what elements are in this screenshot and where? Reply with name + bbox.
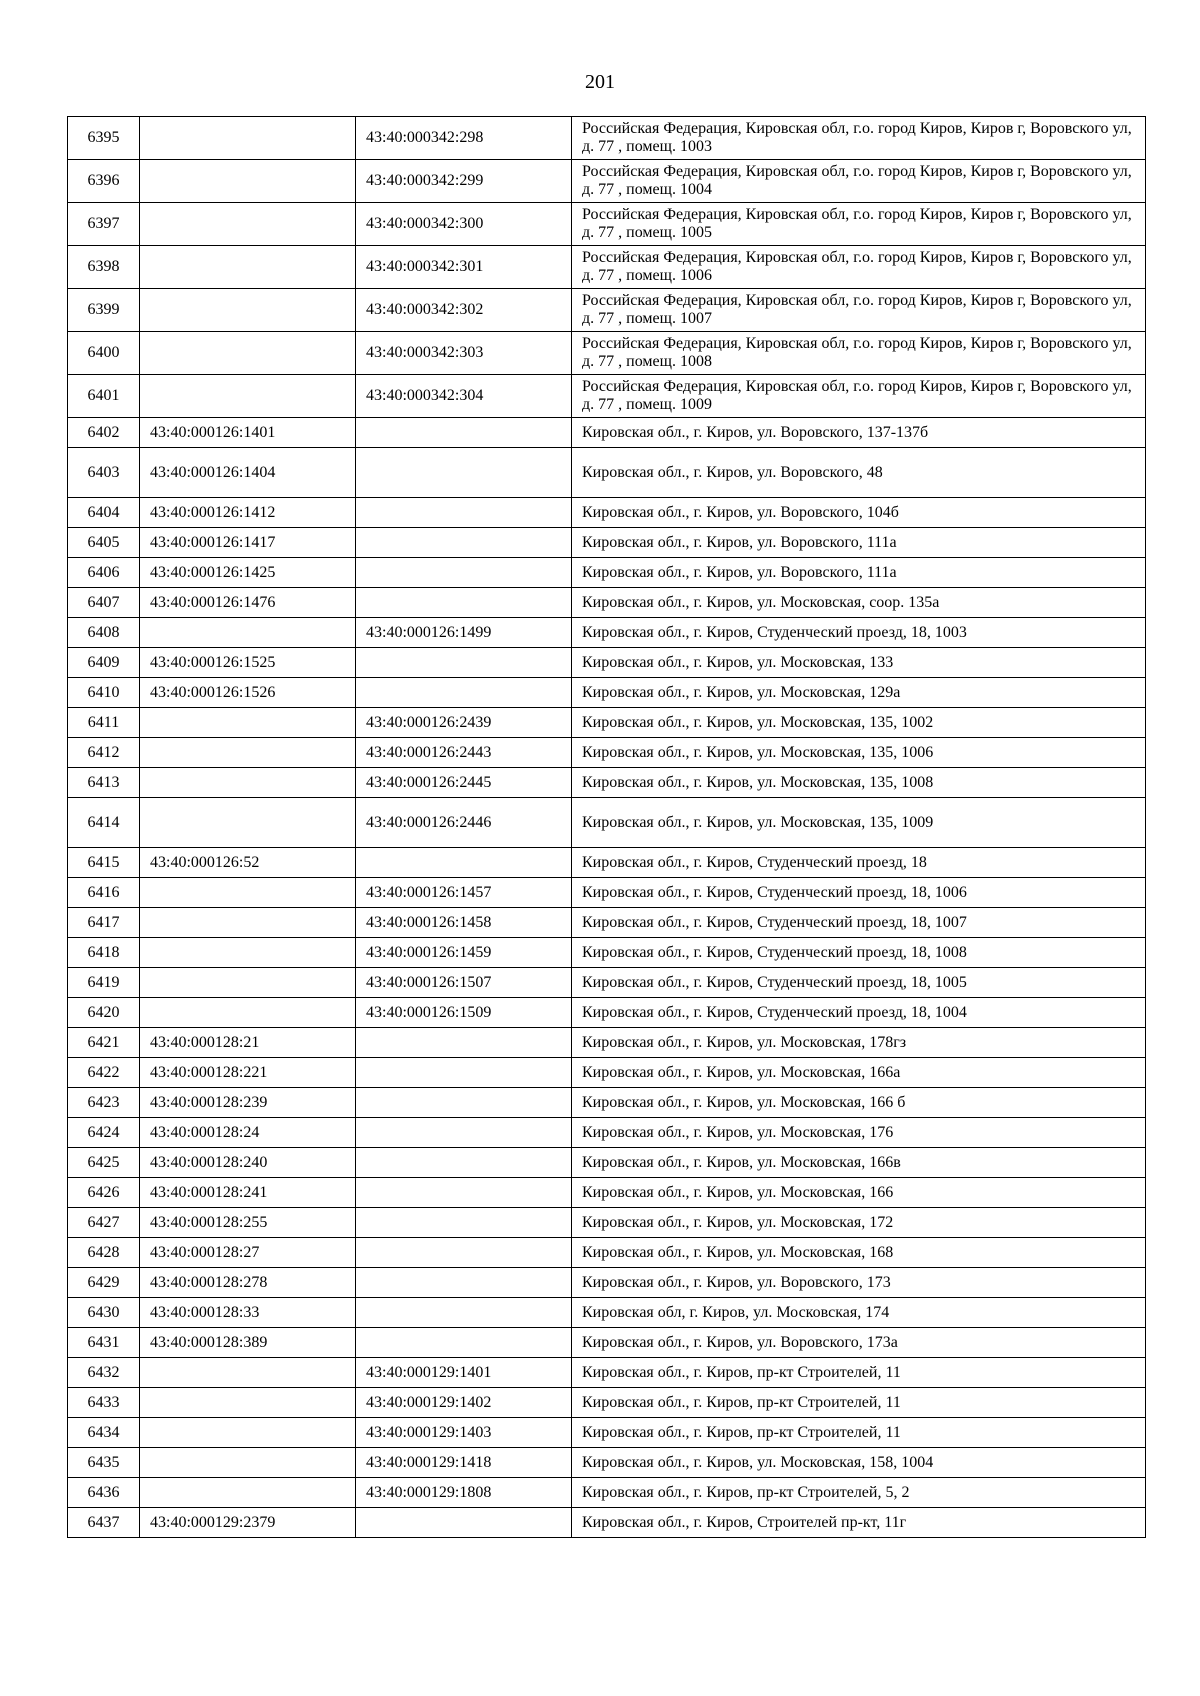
table-row <box>68 678 1146 708</box>
table-row <box>68 1058 1146 1088</box>
row-number-cell: 6428 <box>68 1238 140 1268</box>
cadastral-number-cell: 43:40:000126:1457 <box>356 878 572 908</box>
cadastral-number-cell: 43:40:000128:33 <box>140 1298 356 1328</box>
address-cell: Кировская обл., г. Киров, Студенческий проезд, 18, 1006 <box>572 878 1146 908</box>
cadastral-number-cell <box>356 1508 572 1538</box>
cadastral-number-cell <box>140 1358 356 1388</box>
cadastral-number-cell: 43:40:000126:2446 <box>356 798 572 848</box>
table-row <box>68 878 1146 908</box>
cadastral-number-cell <box>356 498 572 528</box>
address-cell: Российская Федерация, Кировская обл, г.о. город Киров, Киров г, Воровского ул, д. 77 , помещ. 1005 <box>572 203 1146 246</box>
row-number-cell: 6427 <box>68 1208 140 1238</box>
row-number-cell: 6420 <box>68 998 140 1028</box>
table-row <box>68 768 1146 798</box>
row-number-cell: 6424 <box>68 1118 140 1148</box>
cadastral-number-cell: 43:40:000126:1401 <box>140 418 356 448</box>
table-row <box>68 375 1146 418</box>
table-row <box>68 1448 1146 1478</box>
cadastral-number-cell <box>356 648 572 678</box>
address-cell: Кировская обл., г. Киров, ул. Московская, соор. 135а <box>572 588 1146 618</box>
address-cell: Кировская обл., г. Киров, ул. Московская, 178гз <box>572 1028 1146 1058</box>
cadastral-number-cell <box>140 938 356 968</box>
cadastral-number-cell: 43:40:000129:2379 <box>140 1508 356 1538</box>
cadastral-number-cell: 43:40:000126:2445 <box>356 768 572 798</box>
cadastral-number-cell: 43:40:000128:239 <box>140 1088 356 1118</box>
row-number-cell: 6434 <box>68 1418 140 1448</box>
cadastral-number-cell <box>356 588 572 618</box>
address-cell: Кировская обл., г. Киров, ул. Московская, 158, 1004 <box>572 1448 1146 1478</box>
address-cell: Кировская обл., г. Киров, Студенческий проезд, 18, 1008 <box>572 938 1146 968</box>
table-row <box>68 1388 1146 1418</box>
cadastral-number-cell: 43:40:000128:389 <box>140 1328 356 1358</box>
cadastral-number-cell <box>140 908 356 938</box>
row-number-cell: 6403 <box>68 448 140 498</box>
row-number-cell: 6437 <box>68 1508 140 1538</box>
cadastral-number-cell: 43:40:000126:2443 <box>356 738 572 768</box>
cadastral-number-cell: 43:40:000128:241 <box>140 1178 356 1208</box>
address-cell: Кировская обл., г. Киров, ул. Московская, 166 б <box>572 1088 1146 1118</box>
address-cell: Российская Федерация, Кировская обл, г.о. город Киров, Киров г, Воровского ул, д. 77 , помещ. 1006 <box>572 246 1146 289</box>
table-row <box>68 1178 1146 1208</box>
table-row <box>68 968 1146 998</box>
row-number-cell: 6422 <box>68 1058 140 1088</box>
cadastral-number-cell: 43:40:000126:1458 <box>356 908 572 938</box>
cadastral-number-cell <box>140 738 356 768</box>
address-cell: Кировская обл., г. Киров, ул. Воровского, 173а <box>572 1328 1146 1358</box>
table-row <box>68 708 1146 738</box>
page-number: 201 <box>585 71 615 93</box>
table-row <box>68 1028 1146 1058</box>
cadastral-number-cell: 43:40:000129:1402 <box>356 1388 572 1418</box>
cadastral-number-cell <box>356 1328 572 1358</box>
address-cell: Кировская обл., г. Киров, ул. Московская, 166в <box>572 1148 1146 1178</box>
table-row <box>68 246 1146 289</box>
table-row <box>68 1148 1146 1178</box>
address-cell: Кировская обл., г. Киров, ул. Московская, 133 <box>572 648 1146 678</box>
cadastral-number-cell <box>140 160 356 203</box>
row-number-cell: 6401 <box>68 375 140 418</box>
address-cell: Кировская обл., г. Киров, ул. Московская, 135, 1006 <box>572 738 1146 768</box>
cadastral-number-cell <box>140 798 356 848</box>
cadastral-number-cell <box>140 708 356 738</box>
cadastral-number-cell: 43:40:000126:1459 <box>356 938 572 968</box>
cadastral-number-cell <box>356 528 572 558</box>
address-cell: Кировская обл, г. Киров, ул. Московская, 174 <box>572 1298 1146 1328</box>
table-row <box>68 618 1146 648</box>
cadastral-number-cell: 43:40:000126:1425 <box>140 558 356 588</box>
table-row <box>68 1268 1146 1298</box>
table-row <box>68 738 1146 768</box>
row-number-cell: 6402 <box>68 418 140 448</box>
row-number-cell: 6404 <box>68 498 140 528</box>
address-cell: Российская Федерация, Кировская обл, г.о. город Киров, Киров г, Воровского ул, д. 77 , помещ. 1003 <box>572 117 1146 160</box>
address-cell: Кировская обл., г. Киров, ул. Московская, 166а <box>572 1058 1146 1088</box>
address-cell: Кировская обл., г. Киров, пр-кт Строителей, 5, 2 <box>572 1478 1146 1508</box>
cadastral-number-cell: 43:40:000126:1525 <box>140 648 356 678</box>
cadastral-number-cell: 43:40:000128:21 <box>140 1028 356 1058</box>
address-cell: Кировская обл., г. Киров, Студенческий проезд, 18 <box>572 848 1146 878</box>
table-row <box>68 418 1146 448</box>
cadastral-number-cell: 43:40:000342:299 <box>356 160 572 203</box>
address-cell: Кировская обл., г. Киров, ул. Московская, 172 <box>572 1208 1146 1238</box>
cadastral-number-cell <box>356 1148 572 1178</box>
cadastral-number-cell: 43:40:000126:1507 <box>356 968 572 998</box>
cadastral-number-cell <box>356 1268 572 1298</box>
row-number-cell: 6423 <box>68 1088 140 1118</box>
cadastral-number-cell: 43:40:000342:302 <box>356 289 572 332</box>
cadastral-number-cell <box>356 1088 572 1118</box>
cadastral-number-cell: 43:40:000128:221 <box>140 1058 356 1088</box>
cadastral-number-cell: 43:40:000126:1526 <box>140 678 356 708</box>
address-cell: Российская Федерация, Кировская обл, г.о. город Киров, Киров г, Воровского ул, д. 77 , помещ. 1008 <box>572 332 1146 375</box>
table-row <box>68 289 1146 332</box>
address-cell: Кировская обл., г. Киров, ул. Московская, 166 <box>572 1178 1146 1208</box>
row-number-cell: 6432 <box>68 1358 140 1388</box>
row-number-cell: 6433 <box>68 1388 140 1418</box>
cadastral-number-cell <box>356 1058 572 1088</box>
cadastral-number-cell <box>356 1238 572 1268</box>
table-row <box>68 588 1146 618</box>
cadastral-number-cell: 43:40:000126:1412 <box>140 498 356 528</box>
row-number-cell: 6430 <box>68 1298 140 1328</box>
cadastral-number-cell <box>140 768 356 798</box>
table-row <box>68 1508 1146 1538</box>
cadastral-number-cell: 43:40:000128:240 <box>140 1148 356 1178</box>
cadastral-number-cell <box>140 375 356 418</box>
table-row <box>68 1118 1146 1148</box>
table-row <box>68 1298 1146 1328</box>
cadastral-number-cell: 43:40:000129:1418 <box>356 1448 572 1478</box>
table-row <box>68 1238 1146 1268</box>
row-number-cell: 6412 <box>68 738 140 768</box>
address-cell: Кировская обл., г. Киров, Строителей пр-кт, 11г <box>572 1508 1146 1538</box>
cadastral-number-cell: 43:40:000126:1404 <box>140 448 356 498</box>
cadastral-number-cell: 43:40:000128:255 <box>140 1208 356 1238</box>
cadastral-number-cell: 43:40:000342:304 <box>356 375 572 418</box>
table-row <box>68 203 1146 246</box>
address-cell: Кировская обл., г. Киров, пр-кт Строителей, 11 <box>572 1418 1146 1448</box>
row-number-cell: 6435 <box>68 1448 140 1478</box>
address-cell: Кировская обл., г. Киров, ул. Московская, 135, 1008 <box>572 768 1146 798</box>
table-row <box>68 1418 1146 1448</box>
cadastral-number-cell <box>140 968 356 998</box>
row-number-cell: 6398 <box>68 246 140 289</box>
row-number-cell: 6426 <box>68 1178 140 1208</box>
address-cell: Кировская обл., г. Киров, ул. Московская, 135, 1002 <box>572 708 1146 738</box>
row-number-cell: 6407 <box>68 588 140 618</box>
cadastral-number-cell: 43:40:000128:27 <box>140 1238 356 1268</box>
address-cell: Российская Федерация, Кировская обл, г.о. город Киров, Киров г, Воровского ул, д. 77 , помещ. 1009 <box>572 375 1146 418</box>
cadastral-number-cell <box>356 558 572 588</box>
cadastral-number-cell: 43:40:000126:1499 <box>356 618 572 648</box>
address-cell: Кировская обл., г. Киров, Студенческий проезд, 18, 1005 <box>572 968 1146 998</box>
row-number-cell: 6417 <box>68 908 140 938</box>
cadastral-number-cell <box>356 678 572 708</box>
row-number-cell: 6418 <box>68 938 140 968</box>
cadastral-number-cell <box>140 1478 356 1508</box>
cadastral-number-cell <box>140 289 356 332</box>
cadastral-number-cell: 43:40:000126:1476 <box>140 588 356 618</box>
row-number-cell: 6414 <box>68 798 140 848</box>
registry-table-body <box>68 117 1146 1538</box>
cadastral-number-cell: 43:40:000129:1808 <box>356 1478 572 1508</box>
row-number-cell: 6436 <box>68 1478 140 1508</box>
cadastral-number-cell <box>356 1118 572 1148</box>
table-row <box>68 1328 1146 1358</box>
registry-table <box>67 116 1146 1538</box>
row-number-cell: 6425 <box>68 1148 140 1178</box>
cadastral-number-cell <box>140 203 356 246</box>
cadastral-number-cell: 43:40:000342:300 <box>356 203 572 246</box>
cadastral-number-cell <box>356 1028 572 1058</box>
cadastral-number-cell <box>140 1448 356 1478</box>
row-number-cell: 6396 <box>68 160 140 203</box>
row-number-cell: 6409 <box>68 648 140 678</box>
table-row <box>68 998 1146 1028</box>
cadastral-number-cell: 43:40:000129:1403 <box>356 1418 572 1448</box>
table-row <box>68 498 1146 528</box>
cadastral-number-cell: 43:40:000126:1509 <box>356 998 572 1028</box>
cadastral-number-cell <box>356 1208 572 1238</box>
address-cell: Российская Федерация, Кировская обл, г.о. город Киров, Киров г, Воровского ул, д. 77 , помещ. 1004 <box>572 160 1146 203</box>
table-row <box>68 528 1146 558</box>
row-number-cell: 6406 <box>68 558 140 588</box>
cadastral-number-cell <box>140 1388 356 1418</box>
address-cell: Кировская обл., г. Киров, ул. Воровского, 111а <box>572 528 1146 558</box>
cadastral-number-cell <box>140 618 356 648</box>
row-number-cell: 6411 <box>68 708 140 738</box>
cadastral-number-cell: 43:40:000126:52 <box>140 848 356 878</box>
cadastral-number-cell: 43:40:000342:301 <box>356 246 572 289</box>
cadastral-number-cell: 43:40:000126:1417 <box>140 528 356 558</box>
row-number-cell: 6429 <box>68 1268 140 1298</box>
cadastral-number-cell <box>356 448 572 498</box>
row-number-cell: 6416 <box>68 878 140 908</box>
address-cell: Кировская обл., г. Киров, ул. Воровского, 111а <box>572 558 1146 588</box>
cadastral-number-cell <box>140 1418 356 1448</box>
cadastral-number-cell <box>140 878 356 908</box>
table-row <box>68 848 1146 878</box>
cadastral-number-cell: 43:40:000126:2439 <box>356 708 572 738</box>
cadastral-number-cell: 43:40:000342:298 <box>356 117 572 160</box>
row-number-cell: 6405 <box>68 528 140 558</box>
cadastral-number-cell: 43:40:000342:303 <box>356 332 572 375</box>
row-number-cell: 6419 <box>68 968 140 998</box>
table-row <box>68 448 1146 498</box>
row-number-cell: 6397 <box>68 203 140 246</box>
row-number-cell: 6399 <box>68 289 140 332</box>
table-row <box>68 160 1146 203</box>
table-row <box>68 1358 1146 1388</box>
address-cell: Кировская обл., г. Киров, ул. Воровского, 137-137б <box>572 418 1146 448</box>
address-cell: Кировская обл., г. Киров, Студенческий проезд, 18, 1003 <box>572 618 1146 648</box>
address-cell: Кировская обл., г. Киров, Студенческий проезд, 18, 1007 <box>572 908 1146 938</box>
row-number-cell: 6421 <box>68 1028 140 1058</box>
row-number-cell: 6395 <box>68 117 140 160</box>
address-cell: Кировская обл., г. Киров, ул. Московская, 168 <box>572 1238 1146 1268</box>
address-cell: Кировская обл., г. Киров, Студенческий проезд, 18, 1004 <box>572 998 1146 1028</box>
address-cell: Кировская обл., г. Киров, ул. Московская, 135, 1009 <box>572 798 1146 848</box>
table-row <box>68 332 1146 375</box>
row-number-cell: 6408 <box>68 618 140 648</box>
cadastral-number-cell <box>356 418 572 448</box>
row-number-cell: 6410 <box>68 678 140 708</box>
cadastral-number-cell <box>356 1298 572 1328</box>
row-number-cell: 6431 <box>68 1328 140 1358</box>
address-cell: Кировская обл., г. Киров, ул. Воровского, 104б <box>572 498 1146 528</box>
cadastral-number-cell <box>140 332 356 375</box>
table-row <box>68 908 1146 938</box>
address-cell: Кировская обл., г. Киров, пр-кт Строителей, 11 <box>572 1358 1146 1388</box>
cadastral-number-cell: 43:40:000129:1401 <box>356 1358 572 1388</box>
cadastral-number-cell <box>356 848 572 878</box>
address-cell: Кировская обл., г. Киров, пр-кт Строителей, 11 <box>572 1388 1146 1418</box>
table-row <box>68 117 1146 160</box>
address-cell: Кировская обл., г. Киров, ул. Воровского, 173 <box>572 1268 1146 1298</box>
cadastral-number-cell <box>140 246 356 289</box>
table-row <box>68 648 1146 678</box>
cadastral-number-cell: 43:40:000128:24 <box>140 1118 356 1148</box>
row-number-cell: 6415 <box>68 848 140 878</box>
table-row <box>68 1478 1146 1508</box>
cadastral-number-cell <box>356 1178 572 1208</box>
cadastral-number-cell: 43:40:000128:278 <box>140 1268 356 1298</box>
row-number-cell: 6413 <box>68 768 140 798</box>
table-row <box>68 1088 1146 1118</box>
cadastral-number-cell <box>140 998 356 1028</box>
table-row <box>68 558 1146 588</box>
address-cell: Кировская обл., г. Киров, ул. Московская, 129а <box>572 678 1146 708</box>
cadastral-number-cell <box>140 117 356 160</box>
address-cell: Кировская обл., г. Киров, ул. Московская, 176 <box>572 1118 1146 1148</box>
address-cell: Российская Федерация, Кировская обл, г.о. город Киров, Киров г, Воровского ул, д. 77 , помещ. 1007 <box>572 289 1146 332</box>
table-row <box>68 1208 1146 1238</box>
row-number-cell: 6400 <box>68 332 140 375</box>
table-row <box>68 938 1146 968</box>
table-row <box>68 798 1146 848</box>
address-cell: Кировская обл., г. Киров, ул. Воровского, 48 <box>572 448 1146 498</box>
